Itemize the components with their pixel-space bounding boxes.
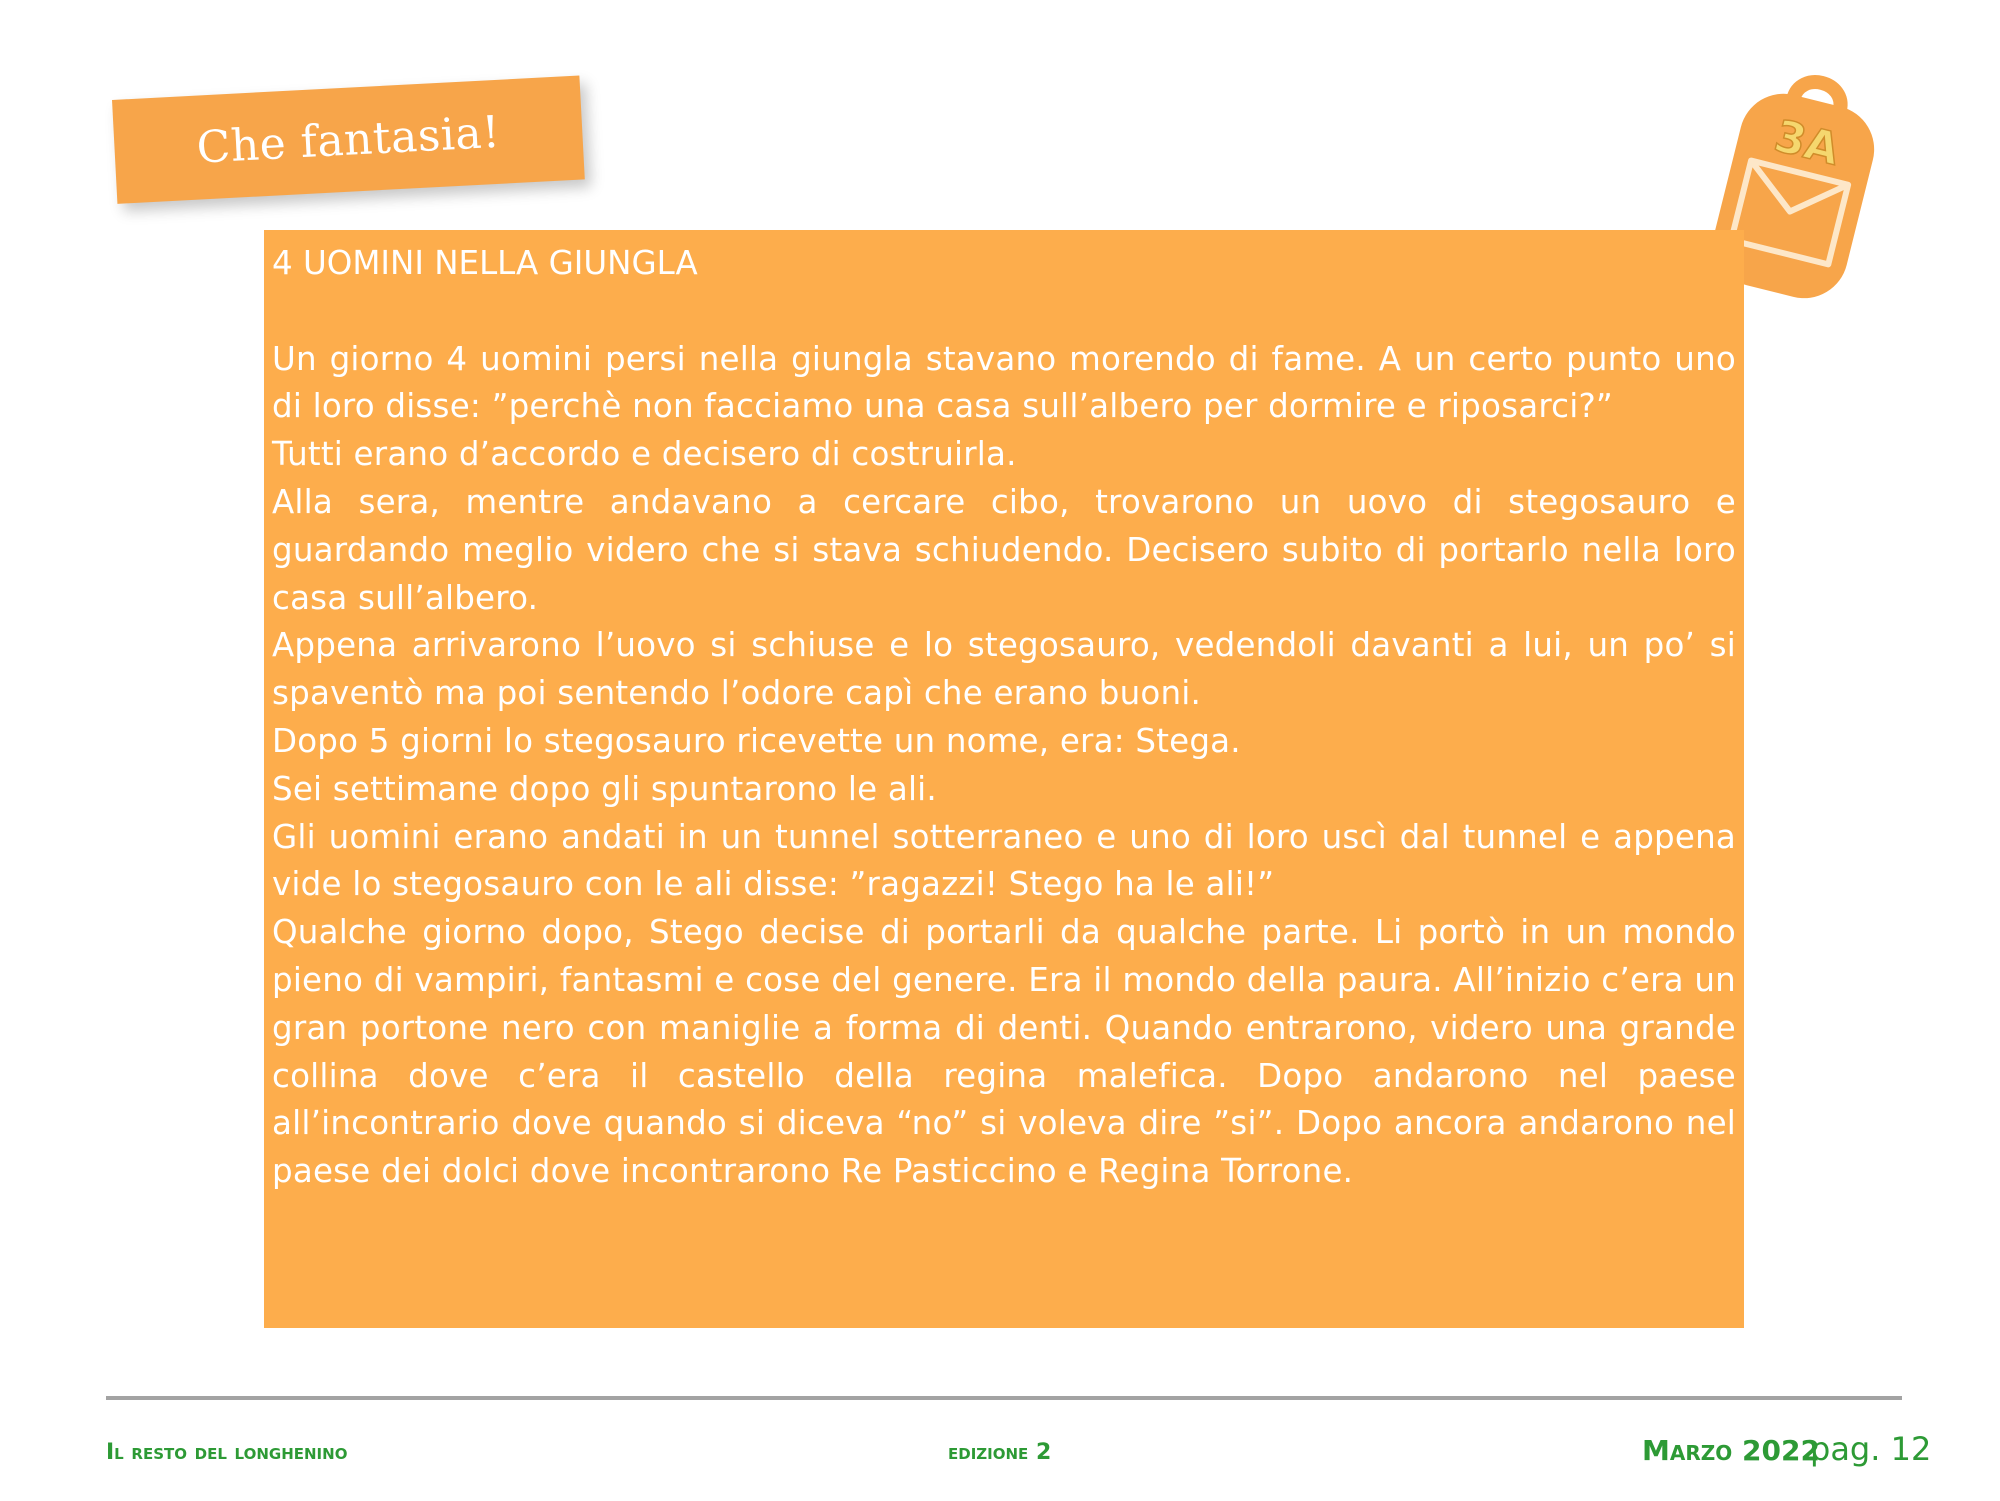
story-box: [264, 230, 1744, 1328]
story-paragraph: Alla sera, mentre andavano a cercare cibo, trovarono un uovo di stegosauro e guardando meglio videro che si stava schiudendo. Decisero subito di portarlo nella loro casa sull’albero.: [272, 482, 1736, 617]
story-paragraph: Sei settimane dopo gli spuntarono le ali.: [272, 769, 937, 808]
spacer: [272, 288, 1736, 336]
story-paragraph: Appena arrivarono l’uovo si schiuse e lo stegosauro, vedendoli davanti a lui, un po’ si spaventò ma poi sentendo l’odore capì che erano buoni.: [272, 626, 1736, 713]
story-paragraph: Un giorno 4 uomini persi nella giungla stavano morendo di fame. A un certo punto uno di loro disse: ”perchè non facciamo una casa sull’albero per dormire e riposarci?”: [272, 339, 1736, 426]
footer-date: Marzo 2022: [1642, 1434, 1820, 1467]
footer-edition: edizione 2: [948, 1440, 1052, 1465]
section-tag-label: Che fantasia!: [195, 106, 502, 174]
footer-page-number: pag. 12: [1810, 1430, 1932, 1468]
class-badge-label: 3A: [1769, 110, 1845, 176]
story-title: 4 UOMINI NELLA GIUNGLA: [272, 244, 698, 282]
story-paragraph: Gli uomini erano andati in un tunnel sotterraneo e uno di loro uscì dal tunnel e appena vide lo stegosauro con le ali disse: ”ragazzi! Stego ha le ali!”: [272, 817, 1736, 904]
footer-divider: [106, 1396, 1902, 1400]
story-paragraph: Tutti erano d’accordo e decisero di costruirla.: [272, 435, 1017, 474]
story-paragraph: Qualche giorno dopo, Stego decise di portarli da qualche parte. Li portò in un mondo pieno di vampiri, fantasmi e cose del genere. Era il mondo della paura. All’inizio c’era un gran portone nero con maniglie a forma di denti. Quando entrarono, videro una grande collina dove c’era il castello della regina malefica. Dopo andarono nel paese all’incontrario dove quando si diceva “no” si voleva dire ”si”. Dopo ancora andarono nel paese dei dolci dove incontrarono Re Pasticcino e Regina Torrone.: [272, 913, 1736, 1191]
footer-publication: Il resto del longhenino: [106, 1440, 348, 1465]
story-body: [272, 336, 1736, 1196]
story-paragraph: Dopo 5 giorni lo stegosauro ricevette un nome, era: Stega.: [272, 721, 1241, 760]
section-tag: [112, 76, 585, 204]
